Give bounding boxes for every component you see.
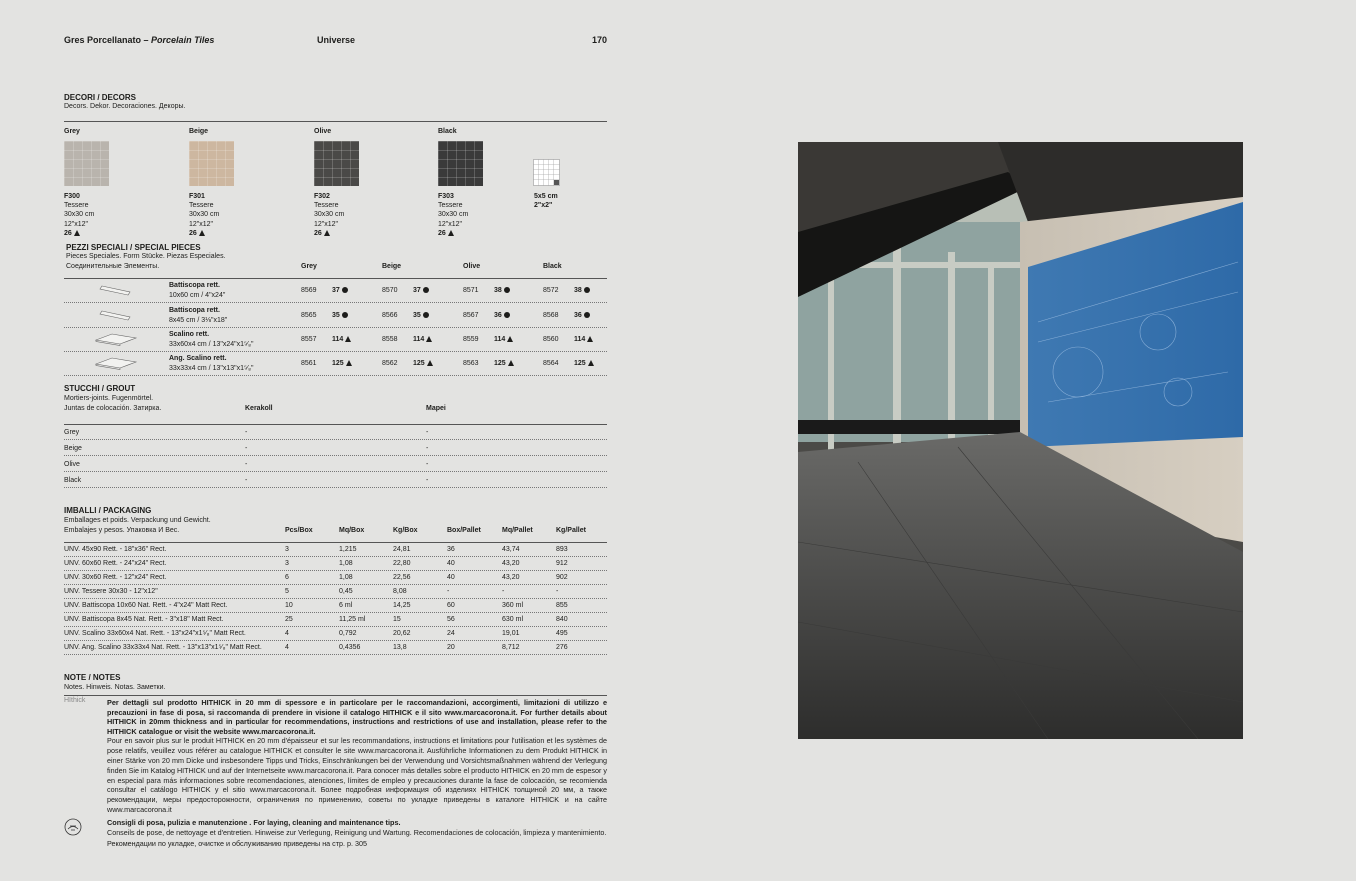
- notes-subtitle: Notes. Hinweis. Notas. Заметки.: [64, 684, 166, 691]
- piece-drawing-icon: [94, 356, 138, 370]
- special-qty-value: 38: [494, 287, 502, 294]
- special-piece-name: Ang. Scalino rett.: [169, 355, 227, 362]
- decor-code: F302: [314, 193, 330, 200]
- special-qty: [413, 286, 429, 295]
- special-qty: [332, 335, 351, 344]
- special-piece-name: Battiscopa rett.: [169, 307, 220, 314]
- packaging-col-header: Pcs/Box: [285, 527, 313, 534]
- special-subtitle-2: Соединительные Элементы.: [66, 263, 160, 270]
- packaging-cell: 19,01: [502, 630, 520, 637]
- special-qty-value: 35: [413, 312, 421, 319]
- notes-bold-text: Per dettagli sul prodotto HITHICK in 20 mm di spessore e in particolare per le raccomandazioni, accorgimenti, limitazioni di utilizzo e precauzioni in fase di posa, si raccomanda di prendere in visione il catalogo HITHICK e il sito www.marcacorona.it. For further details about HITHICK in 20mm thickness and in particular for recommendations, instructions and restrictions of use and installation, please refer to the HITHICK catalogue or visit the website www.marcacorona.it.: [107, 698, 607, 736]
- grout-kerakoll-value: -: [245, 461, 248, 468]
- packaging-cell: 56: [447, 616, 455, 623]
- packaging-cell: 24,81: [393, 546, 411, 553]
- grout-mapei-value: -: [426, 477, 429, 484]
- divider: [64, 424, 607, 425]
- packaging-cell: 43,74: [502, 546, 520, 553]
- decor-size-in: 12"x12": [438, 221, 463, 228]
- grout-row-name: Grey: [64, 429, 80, 436]
- packaging-cell: -: [447, 588, 450, 595]
- packaging-product: UNV. Scalino 33x60x4 Nat. Rett. - 13"x24"x1⁵⁄₈" Matt Rect.: [64, 630, 246, 637]
- decor-size-cm: 30x30 cm: [314, 211, 345, 218]
- triangle-icon: [427, 360, 433, 366]
- grout-mapei-value: -: [426, 429, 429, 436]
- decor-qty-value: 26: [314, 230, 322, 237]
- grout-row-name: Olive: [64, 461, 80, 468]
- packaging-col-header: Mq/Box: [339, 527, 365, 534]
- circle-icon: [423, 287, 429, 293]
- special-code: 8571: [463, 287, 479, 294]
- packaging-cell: 20,62: [393, 630, 411, 637]
- packaging-cell: 24: [447, 630, 455, 637]
- packaging-product: UNV. Battiscopa 8x45 Nat. Rett. - 3"x18" Matt Rect.: [64, 616, 224, 623]
- special-qty-value: 36: [494, 312, 502, 319]
- packaging-cell: 3: [285, 560, 289, 567]
- packaging-cell: 855: [556, 602, 568, 609]
- special-code: 8565: [301, 312, 317, 319]
- special-piece-name: Battiscopa rett.: [169, 282, 220, 289]
- divider: [64, 121, 607, 122]
- decor-color-label: Black: [438, 128, 457, 135]
- packaging-cell: 14,25: [393, 602, 411, 609]
- decor-code: F303: [438, 193, 454, 200]
- packaging-cell: 36: [447, 546, 455, 553]
- special-piece-size: 33x60x4 cm / 13"x24"x1⁵⁄₈": [169, 341, 254, 348]
- special-qty: [574, 286, 590, 295]
- decor-swatch: [64, 141, 109, 186]
- triangle-icon: [507, 336, 513, 342]
- grout-mapei-value: -: [426, 445, 429, 452]
- special-piece-size: 10x60 cm / 4"x24": [169, 292, 226, 299]
- collection-name: Universe: [317, 35, 356, 45]
- row-divider: [64, 640, 607, 641]
- packaging-cell: 0,792: [339, 630, 357, 637]
- packaging-cell: 10: [285, 602, 293, 609]
- packaging-cell: 6 ml: [339, 602, 353, 609]
- packaging-cell: 8,08: [393, 588, 407, 595]
- decor-color-label: Beige: [189, 128, 209, 135]
- packaging-cell: 43,20: [502, 560, 520, 567]
- mosaic-size-in: 2"x2": [534, 202, 553, 209]
- special-col-header: Olive: [463, 263, 481, 270]
- special-qty: [413, 359, 433, 368]
- packaging-cell: 40: [447, 560, 455, 567]
- packaging-col-header: Kg/Pallet: [556, 527, 586, 534]
- grout-mapei-value: -: [426, 461, 429, 468]
- decor-color-label: Olive: [314, 128, 332, 135]
- decors-subtitle: Decors. Dekor. Decoraciones. Декоры.: [64, 103, 186, 110]
- triangle-icon: [74, 230, 80, 236]
- packaging-product: UNV. 45x90 Rett. - 18"x36" Rect.: [64, 546, 167, 553]
- packaging-cell: 43,20: [502, 574, 520, 581]
- special-qty: [332, 286, 348, 295]
- special-qty-value: 36: [574, 312, 582, 319]
- row-divider: [64, 327, 607, 328]
- special-title: PEZZI SPECIALI / SPECIAL PIECES: [66, 243, 201, 252]
- notes-title: NOTE / NOTES: [64, 673, 121, 682]
- special-qty: [574, 311, 590, 320]
- circle-icon: [342, 287, 348, 293]
- care-bold-text: Consigli di posa, pulizia e manutenzione . For laying, cleaning and maintenance tips.: [107, 818, 401, 827]
- triangle-icon: [199, 230, 205, 236]
- circle-icon: [504, 312, 510, 318]
- decor-size-in: 12"x12": [314, 221, 339, 228]
- row-divider: [64, 626, 607, 627]
- triangle-icon: [588, 360, 594, 366]
- row-divider: [64, 487, 607, 488]
- grout-subtitle-1: Mortiers-joints. Fugenmörtel.: [64, 395, 154, 402]
- packaging-cell: 1,08: [339, 574, 353, 581]
- grout-subtitle-2: Juntas de colocación. Затирка.: [64, 405, 162, 412]
- special-qty-value: 125: [574, 360, 586, 367]
- packaging-cell: 0,4356: [339, 644, 361, 651]
- special-piece-size: 33x33x4 cm / 13"x13"x1⁵⁄₈": [169, 365, 254, 372]
- grout-title: STUCCHI / GROUT: [64, 384, 136, 393]
- packaging-subtitle-1: Emballages et poids. Verpackung und Gewicht.: [64, 517, 211, 524]
- special-code: 8567: [463, 312, 479, 319]
- packaging-cell: 1,215: [339, 546, 357, 553]
- special-code: 8568: [543, 312, 559, 319]
- decor-size-in: 12"x12": [189, 221, 214, 228]
- special-qty-value: 37: [413, 287, 421, 294]
- special-qty: [494, 311, 510, 320]
- special-code: 8558: [382, 336, 398, 343]
- packaging-product: UNV. 30x60 Rett. - 12"x24" Rect.: [64, 574, 167, 581]
- special-qty-value: 114: [494, 336, 506, 343]
- decor-swatch: [189, 141, 234, 186]
- special-col-header: Grey: [301, 263, 317, 270]
- mosaic-size-cm: 5x5 cm: [534, 193, 558, 200]
- packaging-cell: 902: [556, 574, 568, 581]
- packaging-subtitle-2: Embalajes y pesos. Упаковка И Вес.: [64, 527, 180, 534]
- grout-row-name: Black: [64, 477, 82, 484]
- decor-name: Tessere: [314, 202, 339, 209]
- circle-icon: [584, 287, 590, 293]
- special-code: 8560: [543, 336, 559, 343]
- special-qty-value: 125: [332, 360, 344, 367]
- care-icon: [64, 818, 82, 836]
- special-code: 8557: [301, 336, 317, 343]
- special-qty-value: 125: [413, 360, 425, 367]
- special-piece-size: 8x45 cm / 3⅛"x18": [169, 317, 228, 324]
- special-code: 8562: [382, 360, 398, 367]
- row-divider: [64, 612, 607, 613]
- row-divider: [64, 471, 607, 472]
- packaging-product: UNV. 60x60 Rett. - 24"x24" Rect.: [64, 560, 167, 567]
- decor-size-cm: 30x30 cm: [64, 211, 95, 218]
- decor-name: Tessere: [189, 202, 214, 209]
- special-col-header: Beige: [382, 263, 402, 270]
- special-qty: [494, 335, 513, 344]
- special-qty-value: 114: [332, 336, 344, 343]
- special-code: 8561: [301, 360, 317, 367]
- packaging-col-header: Mq/Pallet: [502, 527, 533, 534]
- decor-size-cm: 30x30 cm: [438, 211, 469, 218]
- triangle-icon: [345, 336, 351, 342]
- care-text: Conseils de pose, de nettoyage et d'entretien. Hinweise zur Verlegung, Reinigung und Wartung. Recomendaciones de colocación, limpieza y mantenimiento. Рекомендации по укладке, очистке и обслуживанию приведены на стр. р. 305: [107, 828, 607, 848]
- row-divider: [64, 570, 607, 571]
- special-col-header: Black: [543, 263, 562, 270]
- triangle-icon: [448, 230, 454, 236]
- piece-drawing-icon: [94, 308, 138, 322]
- packaging-cell: 0,45: [339, 588, 353, 595]
- grout-col-kerakoll: Kerakoll: [245, 405, 273, 412]
- decor-swatch: [314, 141, 359, 186]
- special-code: 8559: [463, 336, 479, 343]
- row-divider: [64, 439, 607, 440]
- grout-row-name: Beige: [64, 445, 82, 452]
- packaging-cell: 630 ml: [502, 616, 524, 623]
- header-category-en: Porcelain Tiles: [151, 35, 215, 45]
- triangle-icon: [324, 230, 330, 236]
- triangle-icon: [346, 360, 352, 366]
- packaging-cell: 1,08: [339, 560, 353, 567]
- page-number: 170: [592, 35, 608, 45]
- row-divider: [64, 351, 607, 352]
- packaging-cell: 13,8: [393, 644, 407, 651]
- special-qty: [413, 335, 432, 344]
- special-qty: [413, 311, 429, 320]
- packaging-product: UNV. Ang. Scalino 33x33x4 Nat. Rett. - 13"x13"x1⁵⁄₈" Matt Rect.: [64, 644, 262, 651]
- divider: [64, 542, 607, 543]
- grout-kerakoll-value: -: [245, 429, 248, 436]
- piece-drawing-icon: [94, 332, 138, 346]
- packaging-product: UNV. Battiscopa 10x60 Nat. Rett. - 4"x24" Matt Rect.: [64, 602, 228, 609]
- special-qty: [332, 359, 352, 368]
- divider: [64, 695, 607, 696]
- decor-qty-value: 26: [64, 230, 72, 237]
- packaging-col-header: Box/Pallet: [447, 527, 481, 534]
- packaging-cell: 893: [556, 546, 568, 553]
- packaging-cell: 360 ml: [502, 602, 524, 609]
- care-content: [107, 818, 607, 849]
- packaging-cell: 495: [556, 630, 568, 637]
- special-qty-value: 125: [494, 360, 506, 367]
- circle-icon: [504, 287, 510, 293]
- special-qty: [494, 359, 514, 368]
- packaging-cell: 840: [556, 616, 568, 623]
- decor-qty: [314, 229, 330, 238]
- packaging-cell: 276: [556, 644, 568, 651]
- decor-code: F300: [64, 193, 80, 200]
- decor-code: F301: [189, 193, 205, 200]
- special-code: 8564: [543, 360, 559, 367]
- decor-size-in: 12"x12": [64, 221, 89, 228]
- packaging-product: UNV. Tessere 30x30 - 12"x12": [64, 588, 158, 595]
- circle-icon: [423, 312, 429, 318]
- decor-name: Tessere: [438, 202, 463, 209]
- packaging-col-header: Kg/Box: [393, 527, 418, 534]
- triangle-icon: [426, 336, 432, 342]
- packaging-cell: 3: [285, 546, 289, 553]
- mosaic-grid-icon: [533, 159, 560, 186]
- special-qty-value: 114: [413, 336, 425, 343]
- row-divider: [64, 598, 607, 599]
- packaging-cell: 5: [285, 588, 289, 595]
- circle-icon: [342, 312, 348, 318]
- special-code: 8570: [382, 287, 398, 294]
- special-qty-value: 38: [574, 287, 582, 294]
- decors-title: DECORI / DECORS: [64, 93, 137, 102]
- special-qty: [574, 335, 593, 344]
- hithick-logo: HIthick: [64, 697, 86, 704]
- decor-swatch: [438, 141, 483, 186]
- special-qty-value: 37: [332, 287, 340, 294]
- special-qty: [574, 359, 594, 368]
- special-code: 8566: [382, 312, 398, 319]
- decor-qty-value: 26: [438, 230, 446, 237]
- packaging-cell: 4: [285, 630, 289, 637]
- packaging-cell: 60: [447, 602, 455, 609]
- packaging-cell: 25: [285, 616, 293, 623]
- packaging-cell: 11,25 ml: [339, 616, 366, 623]
- decor-name: Tessere: [64, 202, 89, 209]
- interior-photo: [798, 142, 1243, 739]
- circle-icon: [584, 312, 590, 318]
- triangle-icon: [508, 360, 514, 366]
- piece-drawing-icon: [94, 283, 138, 297]
- packaging-cell: 15: [393, 616, 401, 623]
- packaging-cell: 912: [556, 560, 568, 567]
- packaging-cell: 40: [447, 574, 455, 581]
- page-header-left: [64, 35, 214, 45]
- notes-content: [107, 698, 607, 815]
- row-divider: [64, 455, 607, 456]
- triangle-icon: [587, 336, 593, 342]
- packaging-cell: 20: [447, 644, 455, 651]
- notes-body-text: Pour en savoir plus sur le produit HITHICK en 20 mm d'épaisseur et sur les recommandations, instructions et limitations pour l'utilisation et les systèmes de pose relatifs, veuillez vous référer au catalogue HITHICK et consulter le site www.marcacorona.it. Ausführliche Informationen zu dem Produkt HITHICK in einer Stärke von 20 mm Dicke und insbesondere Tipps und Tricks, Einschränkungen bei der Verwendung und Vorsichtsmaßnahmen während der Verlegung finden Sie im Katalog HITHICK und auf der Internetseite www.marcacorona.it. Para conocer más detalles sobre el producto HITHICK en 20 mm de espesor y en especial para más informaciones sobre recomendaciones, atenciones, límites de empleo y precauciones durante la fase de colocación, se recomienda consultar el catálogo HITHICK y el sitio www.marcacorona.it. Более подробная информация об изделиях HITHICK толщиной 20 мм, а также рекомендации, меры предосторожности, ограничения по применению, советы по укладке приведены в каталоге HITHICK и на сайте www.marcacorona.it: [107, 736, 607, 814]
- special-qty: [494, 286, 510, 295]
- packaging-cell: 22,80: [393, 560, 411, 567]
- grout-kerakoll-value: -: [245, 445, 248, 452]
- row-divider: [64, 375, 607, 376]
- special-code: 8572: [543, 287, 559, 294]
- special-code: 8563: [463, 360, 479, 367]
- packaging-cell: -: [556, 588, 559, 595]
- decor-size-cm: 30x30 cm: [189, 211, 220, 218]
- packaging-cell: -: [502, 588, 505, 595]
- packaging-cell: 8,712: [502, 644, 520, 651]
- row-divider: [64, 584, 607, 585]
- header-category: Gres Porcellanato –: [64, 35, 152, 45]
- decor-qty-value: 26: [189, 230, 197, 237]
- packaging-cell: 6: [285, 574, 289, 581]
- row-divider: [64, 302, 607, 303]
- decor-qty: [64, 229, 80, 238]
- packaging-cell: 22,56: [393, 574, 411, 581]
- row-divider: [64, 556, 607, 557]
- special-subtitle-1: Pieces Speciales. Form Stücke. Piezas Especiales.: [66, 253, 226, 260]
- decor-qty: [438, 229, 454, 238]
- divider: [64, 278, 607, 279]
- special-qty-value: 35: [332, 312, 340, 319]
- grout-kerakoll-value: -: [245, 477, 248, 484]
- decor-qty: [189, 229, 205, 238]
- special-qty: [332, 311, 348, 320]
- decor-color-label: Grey: [64, 128, 80, 135]
- special-code: 8569: [301, 287, 317, 294]
- special-piece-name: Scalino rett.: [169, 331, 210, 338]
- special-qty-value: 114: [574, 336, 586, 343]
- grout-col-mapei: Mapei: [426, 405, 446, 412]
- row-divider: [64, 654, 607, 655]
- packaging-cell: 4: [285, 644, 289, 651]
- packaging-title: IMBALLI / PACKAGING: [64, 506, 152, 515]
